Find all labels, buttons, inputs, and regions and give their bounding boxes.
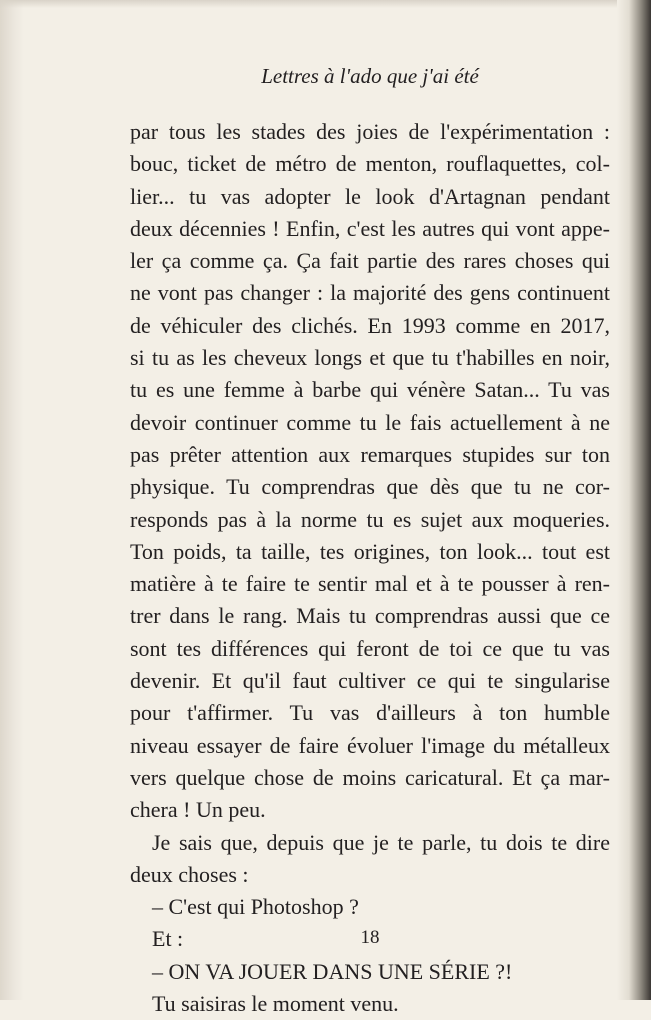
page-number: 18 [360, 927, 380, 948]
dialogue-line: – ON VA JOUER DANS UNE SÉRIE ?! [152, 958, 513, 984]
page-top-shadow [0, 0, 651, 8]
text-line: de véhiculer des clichés. En 1993 comme en 2017, [130, 312, 610, 338]
page-binding-shadow [617, 0, 651, 1000]
text-line: Tu saisiras le moment venu. [152, 991, 399, 1017]
text-line: sont tes différences qui feront de toi ce que tu vas [130, 635, 610, 661]
body-text [130, 116, 610, 1020]
text-line: matière à te faire te sentir mal et à te pousser à ren- [130, 571, 610, 597]
text-line: responds pas à la norme tu es sujet aux moqueries. [130, 506, 610, 532]
running-header: Lettres à l'ado que j'ai été [261, 64, 479, 88]
text-line: par tous les stades des joies de l'expérimentation : [130, 119, 610, 144]
text-line: pas prêter attention aux remarques stupides sur ton [130, 441, 610, 467]
page-left-edge [0, 0, 24, 1000]
dialogue-line: – C'est qui Photoshop ? [152, 894, 359, 920]
text-line: chera ! Un peu. [130, 797, 266, 823]
text-line: devoir continuer comme tu le fais actuellement à ne [130, 409, 610, 435]
text-line: vers quelque chose de moins caricatural. Et ça mar- [130, 764, 610, 790]
text-line: pour t'affirmer. Tu vas d'ailleurs à ton humble [130, 700, 610, 726]
text-line: bouc, ticket de métro de menton, rouflaquettes, col- [130, 151, 610, 177]
text-line: tu es une femme à barbe qui vénère Satan... Tu vas [130, 377, 610, 403]
text-line: Et : [152, 926, 184, 952]
text-line: lier... tu vas adopter le look d'Artagnan pendant [130, 183, 610, 209]
text-line: trer dans le rang. Mais tu comprendras aussi que ce [130, 603, 610, 629]
text-line: Ton poids, ta taille, tes origines, ton look... tout est [130, 538, 610, 564]
text-line: deux choses : [130, 861, 249, 887]
text-line: deux décennies ! Enfin, c'est les autres qui vont appe- [130, 215, 610, 241]
text-line: si tu as les cheveux longs et que tu t'habilles en noir, [130, 345, 610, 371]
text-line: devenir. Et qu'il faut cultiver ce qui te singularise [130, 668, 610, 694]
text-line: ler ça comme ça. Ça fait partie des rares choses qui [130, 248, 610, 274]
text-line: physique. Tu comprendras que dès que tu ne cor- [130, 474, 610, 500]
text-line: ne vont pas changer : la majorité des gens continuent [130, 280, 610, 306]
text-line: niveau essayer de faire évoluer l'image du métalleux [130, 732, 610, 758]
text-line: Je sais que, depuis que je te parle, tu dois te dire [152, 829, 610, 855]
